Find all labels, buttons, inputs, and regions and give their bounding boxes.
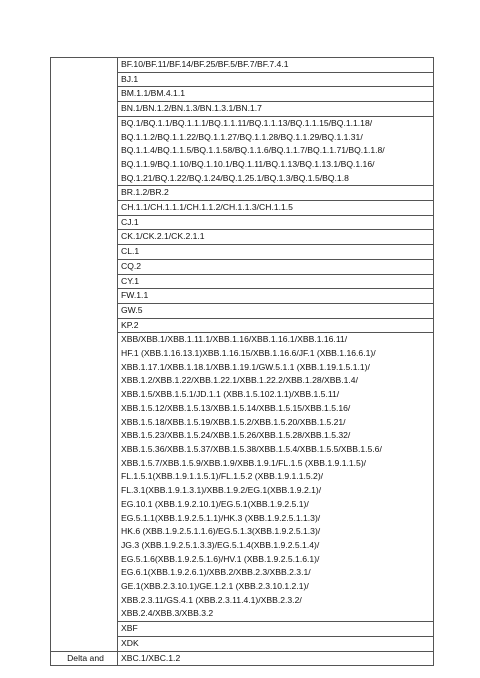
lineage-cell: XBC.1/XBC.1.2 (118, 651, 434, 666)
lineage-cell: CL.1 (118, 245, 434, 260)
lineage-cell: GW.5 (118, 303, 434, 318)
lineage-cell: FW.1.1 (118, 289, 434, 304)
group-label-cell (51, 58, 118, 652)
table-row-last (51, 651, 434, 666)
lineage-cell: BF.10/BF.11/BF.14/BF.25/BF.5/BF.7/BF.7.4.1 (118, 58, 434, 73)
lineage-table (50, 57, 434, 666)
lineage-cell: BM.1.1/BM.4.1.1 (118, 87, 434, 102)
lineage-cell: CK.1/CK.2.1/CK.2.1.1 (118, 230, 434, 245)
group-label-cell: Delta and (51, 651, 118, 666)
lineage-cell: BJ.1 (118, 72, 434, 87)
lineage-cell: CY.1 (118, 274, 434, 289)
lineage-cell: BR.1.2/BR.2 (118, 186, 434, 201)
lineage-cell: KP.2 (118, 318, 434, 333)
lineage-cell: CH.1.1/CH.1.1.1/CH.1.1.2/CH.1.1.3/CH.1.1.5 (118, 201, 434, 216)
lineage-cell: XDK (118, 636, 434, 651)
lineage-cell: BQ.1/BQ.1.1/BQ.1.1.1/BQ.1.1.11/BQ.1.1.13/BQ.1.1.15/BQ.1.1.18/ BQ.1.1.2/BQ.1.1.22/BQ.1.1.27/BQ.1.1.28/BQ.1.1.29/BQ.1.1.31/ BQ.1.1.4/BQ.1.1.5/BQ.1.1.58/BQ.1.1.6/BQ.1.1.7/BQ.1.1.71/BQ.1.1.8/ BQ.1.1.9/BQ.1.10/BQ.1.10.1/BQ.1.11/BQ.1.13/BQ.1.13.1/BQ.1.16/ BQ.1.21/BQ.1.22/BQ.1.24/BQ.1.25.1/BQ.1.3/BQ.1.5/BQ.1.8 (118, 116, 434, 186)
lineage-cell: CQ.2 (118, 259, 434, 274)
lineage-cell: XBB/XBB.1/XBB.1.11.1/XBB.1.16/XBB.1.16.1/XBB.1.16.11/ HF.1 (XBB.1.16.13.1)XBB.1.16.15/XBB.1.16.6/JF.1 (XBB.1.16.6.1)/ XBB.1.17.1/XBB.1.18.1/XBB.1.19.1/GW.5.1.1 (XBB.1.19.1.5.1.1)/ XBB.1.2/XBB.1.22/XBB.1.22.1/XBB.1.22.2/XBB.1.28/XBB.1.4/ XBB.1.5/XBB.1.5.1/JD.1.1 (XBB.1.5.102.1.1)/XBB.1.5.11/ XBB.1.5.12/XBB.1.5.13/XBB.1.5.14/XBB.1.5.15/XBB.1.5.16/ XBB.1.5.18/XBB.1.5.19/XBB.1.5.2/XBB.1.5.20/XBB.1.5.21/ XBB.1.5.23/XBB.1.5.24/XBB.1.5.26/XBB.1.5.28/XBB.1.5.32/ XBB.1.5.36/XBB.1.5.37/XBB.1.5.38/XBB.1.5.4/XBB.1.5.5/XBB.1.5.6/ XBB.1.5.7/XBB.1.5.9/XBB.1.9/XBB.1.9.1/FL.1.5 (XBB.1.9.1.1.5)/ FL.1.5.1(XBB.1.9.1.1.5.1)/FL.1.5.2 (XBB.1.9.1.1.5.2)/ FL.3.1(XBB.1.9.1.3.1)/XBB.1.9.2/EG.1(XBB.1.9.2.1)/ EG.10.1 (XBB.1.9.2.10.1)/EG.5.1(XBB.1.9.2.5.1)/ EG.5.1.1(XBB.1.9.2.5.1.1)/HK.3 (XBB.1.9.2.5.1.1.3)/ HK.6 (XBB.1.9.2.5.1.1.6)/EG.5.1.3(XBB.1.9.2.5.1.3)/ JG.3 (XBB.1.9.2.5.1.3.3)/EG.5.1.4(XBB.1.9.2.5.1.4)/ EG.5.1.6(XBB.1.9.2.5.1.6)/HV.1 (XBB.1.9.2.5.1.6.1)/ EG.6.1(XBB.1.9.2.6.1)/XBB.2/XBB.2.3/XBB.2.3.1/ GE.1(XBB.2.3.10.1)/GE.1.2.1 (XBB.2.3.10.1.2.1)/ XBB.2.3.11/GS.4.1 (XBB.2.3.11.4.1)/XBB.2.3.2/ XBB.2.4/XBB.3/XBB.3.2 (118, 333, 434, 622)
lineage-cell: BN.1/BN.1.2/BN.1.3/BN.1.3.1/BN.1.7 (118, 102, 434, 117)
table-row (51, 58, 434, 73)
lineage-cell: XBF (118, 622, 434, 637)
table-body (51, 58, 434, 666)
lineage-cell: CJ.1 (118, 215, 434, 230)
